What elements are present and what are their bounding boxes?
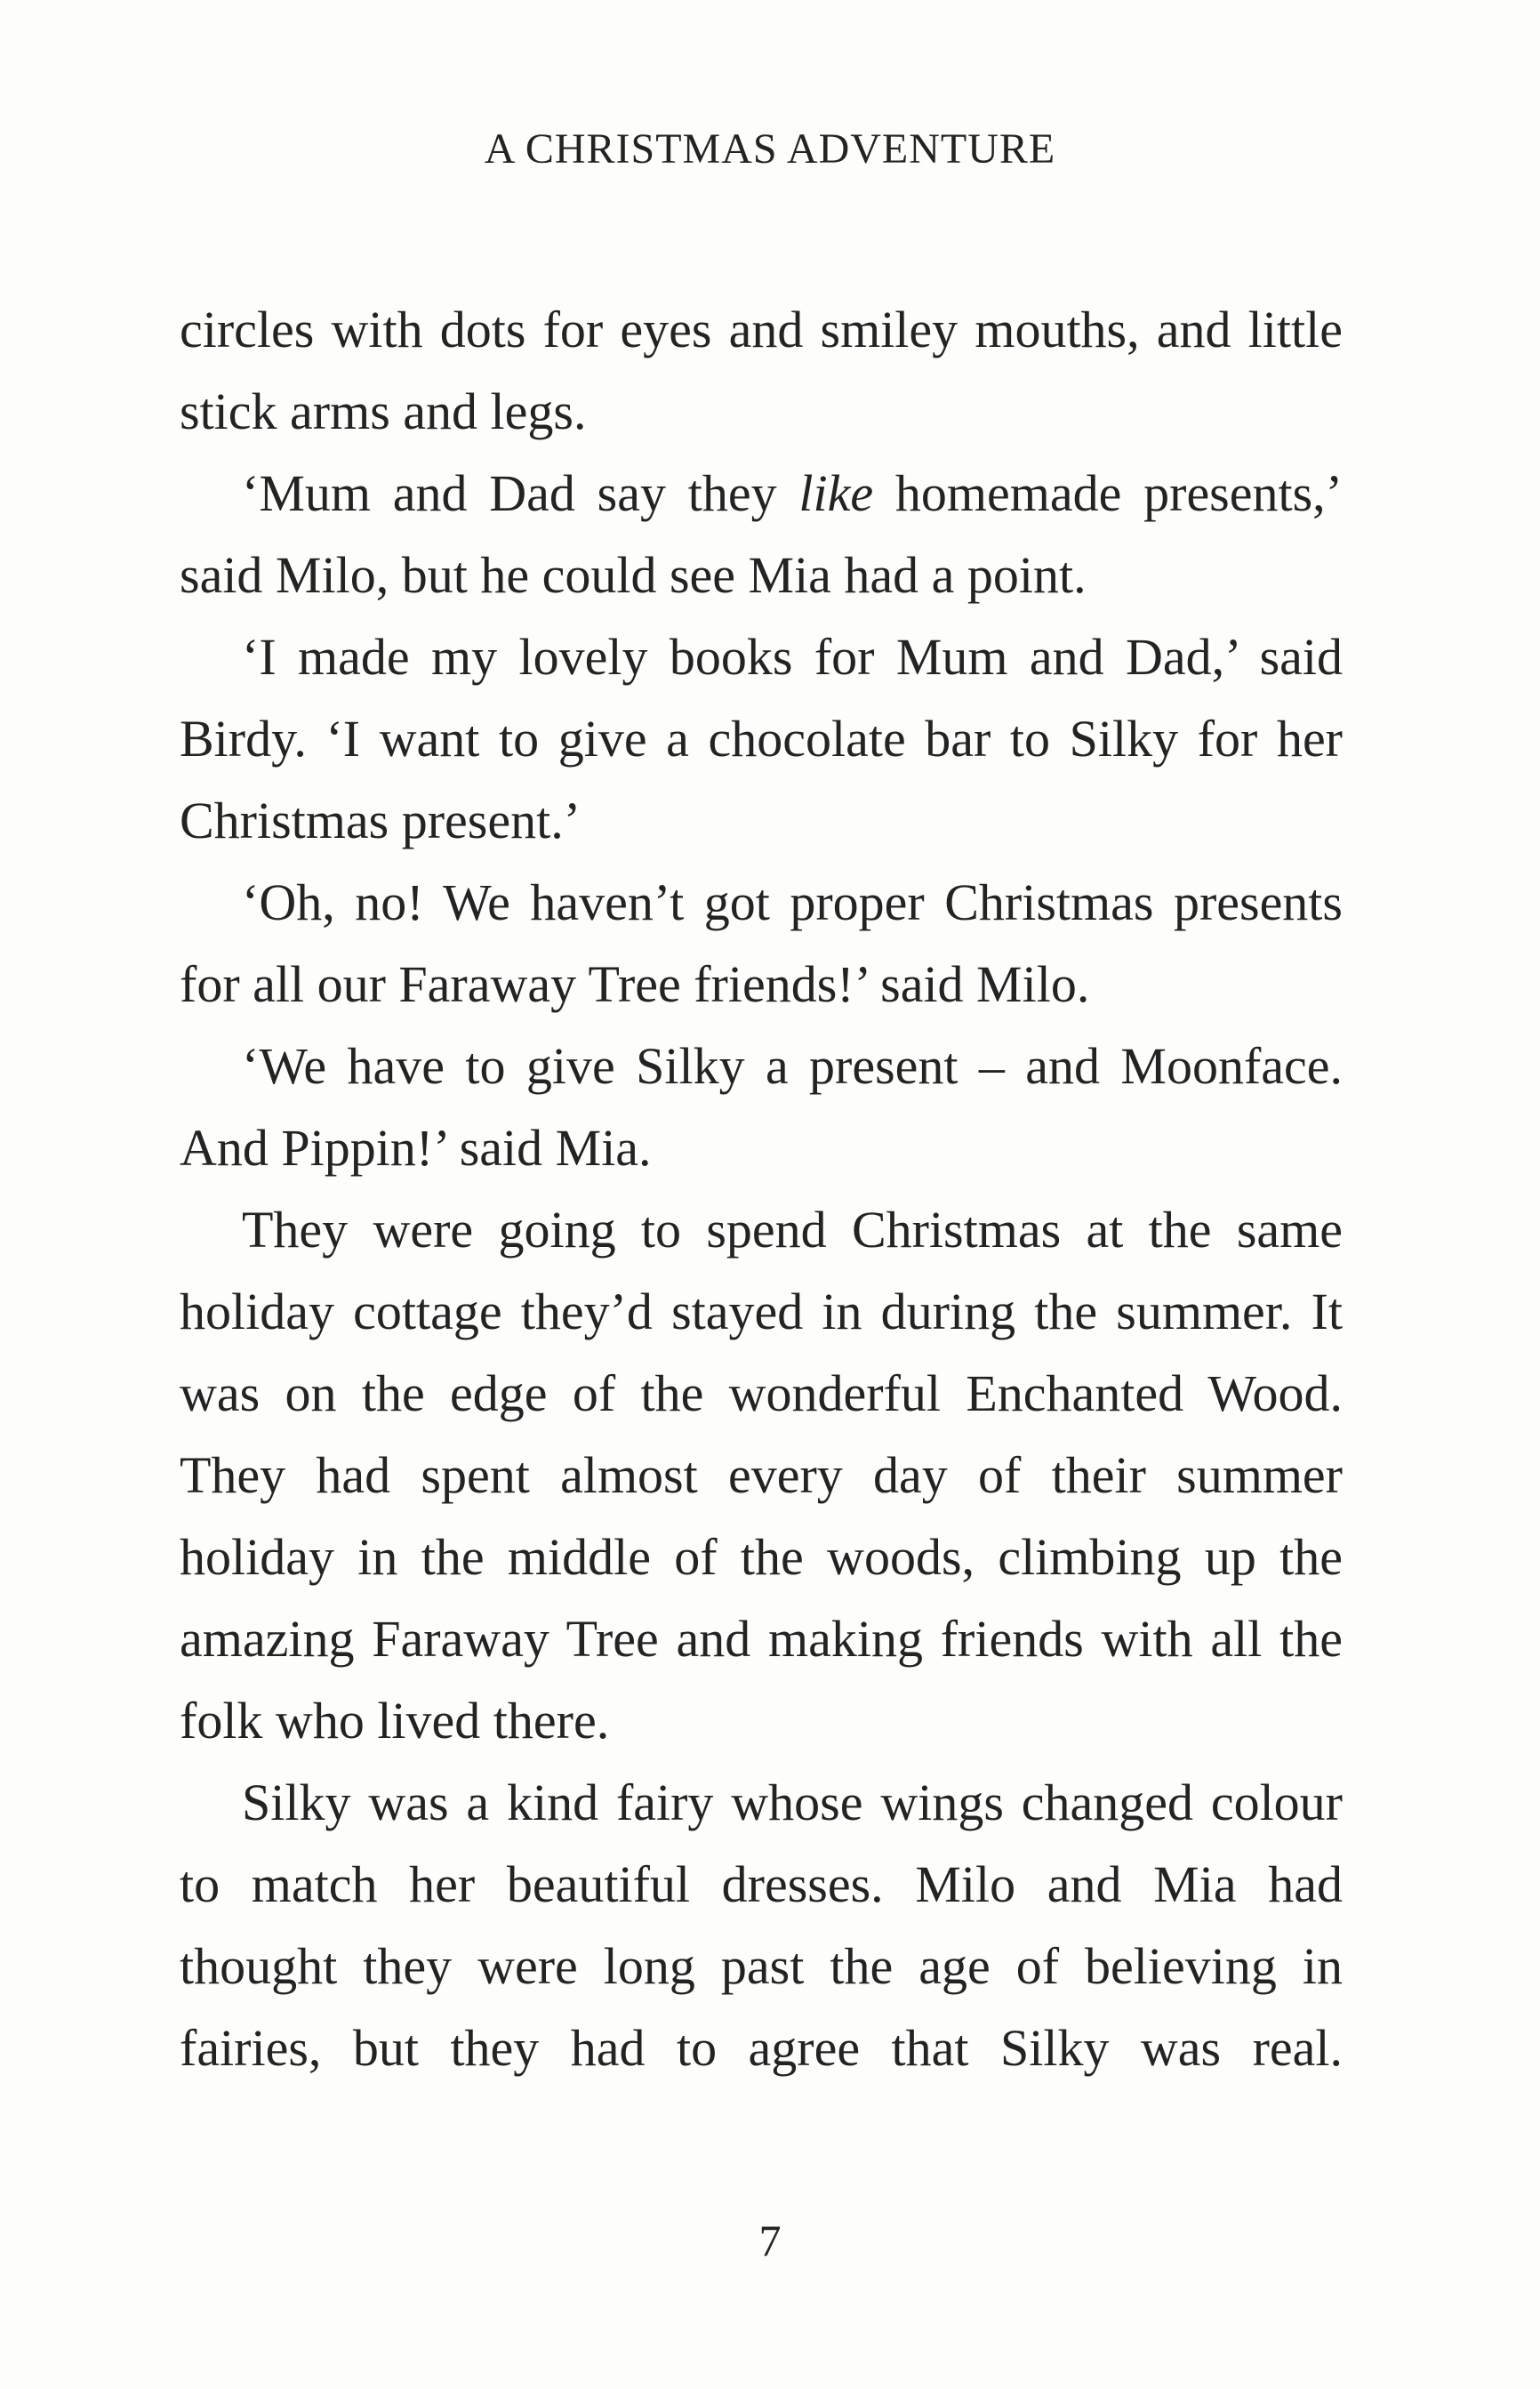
running-head: A CHRISTMAS ADVENTURE: [484, 125, 1056, 173]
paragraph: ‘Oh, no! We haven’t got proper Christmas presents for all our Faraway Tree friends!’ said Milo.: [180, 873, 1343, 1013]
paragraph-text: homemade presents,’ said Milo, but he could see Mia had a point.: [180, 464, 1343, 604]
paragraph: circles with dots for eyes and smiley mouths, and little stick arms and legs.: [180, 301, 1343, 440]
paragraph: ‘I made my lovely books for Mum and Dad,’ said Birdy. ‘I want to give a chocolate bar to Silky for her Christmas present.’: [180, 628, 1343, 849]
paragraph: ‘We have to give Silky a present – and Moonface. And Pippin!’ said Mia.: [180, 1037, 1343, 1177]
paragraph: Silky was a kind fairy whose wings changed colour to match her beautiful dresses. Milo and Mia had thought they were long past the age of believing in fairies, but they had to agree that Silky was real.: [180, 1774, 1343, 2077]
body-text: [180, 289, 1343, 2089]
page-number: 7: [758, 2216, 782, 2265]
paragraph-text: ‘Mum and Dad say they: [242, 464, 799, 522]
paragraph: [180, 453, 1343, 616]
paragraph: They were going to spend Christmas at the same holiday cottage they’d stayed in during the summer. It was on the edge of the wonderful Enchanted Wood. They had spent almost every day of their summer holiday in the middle of the woods, climbing up the amazing Faraway Tree and making friends with all the folk who lived there.: [180, 1201, 1343, 1750]
emphasis-text: like: [798, 464, 874, 522]
